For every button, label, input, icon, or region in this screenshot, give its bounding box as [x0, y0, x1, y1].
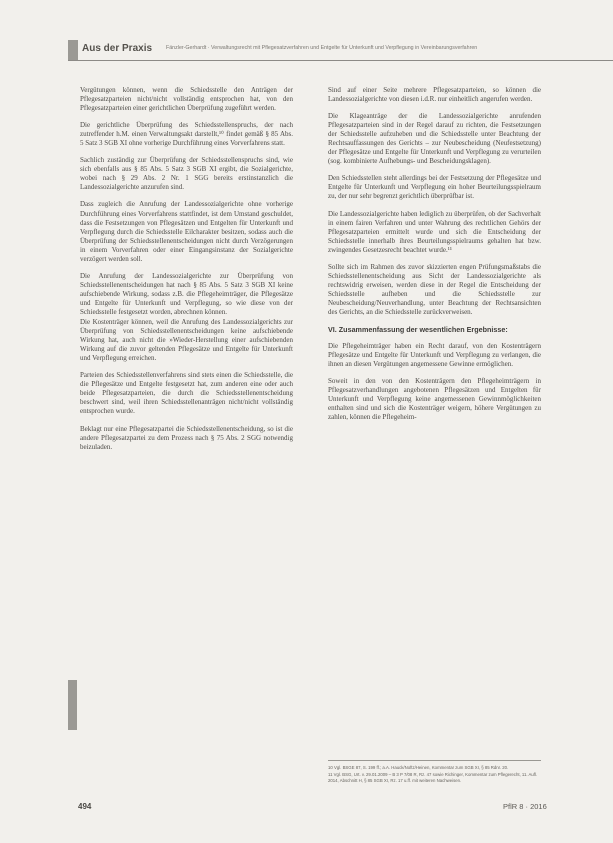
paragraph: Dass zugleich die Anrufung der Landessozialgerichte ohne vorherige Durchführung eines Vorverfahrens stattfindet, ist dem Umstand geschuldet, dass die Festsetzungen von Pflegesätzen und Entgelten für Unterkunft und Verpflegung durch die Schiedsstelle Eilcharakter besitzen, sodass auch die Überprüfung der Schiedsstellenentscheidungen nicht durch Verzögerungen in einem Vorverfahren oder einer Eingangsinstanz der Sozialgerichte verzögert werden soll. [80, 200, 293, 263]
section-heading: VI. Zusammenfassung der wesentlichen Ergebnisse: [328, 325, 508, 335]
paragraph: Die Klageanträge der die Landessozialgerichte anrufenden Pflegesatzparteien sind in der Regel darauf zu richten, die Festsetzungen der Schiedsstelle aufzuheben und die Schiedsstelle unter Beachtung der Rechtsauffassungen des Gerichts – zur Neubescheidung (Neufestsetzung) der Pflegesätze und Entgelte für Unterkunft und Verpflegung zu verurteilen (sog. kombinierte Aufhebungs- und Bescheidungsklagen). [328, 112, 541, 166]
paragraph: Die gerichtliche Überprüfung des Schiedsstellenspruchs, der nach zutreffender h.M. einen Verwaltungsakt darstellt,¹⁰ findet gemäß § 85 Abs. 5 Satz 3 SGB XI ohne vorherige Durchführung eines Vorverfahrens statt. [80, 121, 293, 148]
paragraph: Die Kostenträger können, weil die Anrufung des Landessozialgerichts zur Überprüfung von Schiedsstellenentscheidungen keine aufschiebende Wirkung hat, auch nicht die »Wieder-Herstellung einer aufschiebenden Wirkung auf die zuvor geltenden Pflegesätze und Entgelte für Unterkunft und Verpflegung erreichen. [80, 318, 293, 363]
paragraph: Die Anrufung der Landessozialgerichte zur Überprüfung von Schiedsstellenentscheidungen hat nach § 85 Abs. 5 Satz 3 SGB XI keine aufschiebende Wirkung, sodass z.B. die Pflegeheimträger, die Pflegesätze und Entgelte für Unterkunft und Verpflegung, so wie diese von der Schiedsstelle festgesetzt worden, abrechnen können. [80, 271, 293, 316]
paragraph: Beklagt nur eine Pflegesatzpartei die Schiedsstellenentscheidung, so ist die andere Pflegesatzpartei zu dem Prozess nach § 75 Abs. 2 SGG notwendig beizuladen. [80, 424, 293, 451]
paragraph: Die Pflegeheimträger haben ein Recht darauf, von den Kostenträgern Pflegesätze und Entgelte für Unterkunft und Verpflegung zu verlangen, die ihnen an diesen Vergütungen angemessene Gewinne ermöglichen. [328, 342, 541, 369]
running-header [68, 40, 613, 61]
journal-issue: PflR 8 · 2016 [503, 802, 547, 811]
header-subtitle: Fänzler-Gerhardt · Verwaltungsrecht mit Pflegesatzverfahren und Entgelte für Unterkunft und Verpflegung in Vereinbarungsverfahren [166, 45, 478, 51]
corner-mark-bottom [68, 680, 77, 730]
paragraph: Sollte sich im Rahmen des zuvor skizzierten engen Prüfungsmaßstabs die Schiedsstellenentscheidung aus Sicht der Landessozialgerichte als rechtswidrig erweisen, werden diese in der Regel die Entscheidung der Schiedsstelle aufheben und die Schiedsstelle zur Neubescheidung/Neuverhandlung, unter Beachtung der Rechtsansichten des Gerichts, an die Schiedsstelle zurückverweisen. [328, 262, 541, 316]
paragraph: Soweit in den von den Kostenträgern den Pflegeheimträgern in Pflegesatzverhandlungen angebotenen Pflegesätzen und Entgelten für Unterkunft und Verpflegung keine angemessenen Gewinnmöglichkeiten enthalten sind und sich die Kostenträger weigern, höhere Vergütungen zu zahlen, können die Pflegeheim- [328, 377, 541, 422]
header-section-title: Aus der Praxis [82, 43, 153, 54]
paragraph: Den Schiedsstellen steht allerdings bei der Festsetzung der Pflegesätze und Entgelte für Unterkunft und Verpflegung ein hoher Beurteilungsspielraum zu, der nur sehr begrenzt gerichtlich überprüfbar ist. [328, 174, 541, 201]
page-number: 494 [78, 802, 92, 811]
footnote: 10 Vgl. BSGE 87, S. 199 ff.; a.A. Hauck/Noftz/Heinen, Kommentar zum SGB XI, § 85 Rdnr. 20. [328, 765, 509, 770]
footnote: 11 Vgl. BSG, Urt. v. 29.01.2009 – B 3 P 7/08 R, Rz. 47 sowie Richinger, Kommentar zum Pflegerecht, 11. Aufl. 2014, Abschnitt H, § 85 SGB XI, Rz. 17 u.ff. mit weiteren Nachweisen. [328, 772, 538, 783]
paragraph: Sachlich zuständig zur Überprüfung der Schiedsstellenspruchs sind, wie sich ebenfalls aus § 85 Abs. 5 Satz 3 SGB XI ergibt, die Sozialgerichte, wobei nach § 29 Abs. 2 Nr. 1 SGG bereits erstinstanzlich die Landessozialgerichte anzurufen sind. [80, 156, 293, 192]
footnotes [328, 760, 541, 785]
paragraph: Vergütungen können, wenn die Schiedsstelle den Anträgen der Pflegesatzparteien nicht/nicht vollständig entsprochen hat, von den Pflegesatzparteien einer gerichtlichen Überprüfung zugeführt werden. [80, 86, 293, 113]
paragraph: Sind auf einer Seite mehrere Pflegesatzparteien, so können die Landessozialgerichte von diesen i.d.R. nur einheitlich angerufen werden. [328, 86, 541, 104]
paragraph: Parteien des Schiedsstellenverfahrens sind stets einen die Schiedsstelle, die die Pflegesätze und Entgelte festgesetzt hat, zum anderen eine oder auch beide Pflegesatzparteien, die durch die Schiedsstellenentscheidung beschwert sind, weil ihren Schiedsstellenanträgen nicht/nicht vollständig entsprochen wurde. [80, 371, 293, 416]
paragraph: Die Landessozialgerichte haben lediglich zu überprüfen, ob der Sachverhalt in einem fairen Verfahren und unter Wahrung des rechtlichen Gehörs der Pflegesatzparteien ermittelt wurde und sich die Entscheidung der Schiedsstelle innerhalb ihres Beurteilungsspielraums gehalten hat bzw. zwingendes Gesetzesrecht beachtet wurde.¹¹ [328, 209, 541, 254]
right-column [328, 86, 541, 430]
left-column [80, 86, 293, 460]
